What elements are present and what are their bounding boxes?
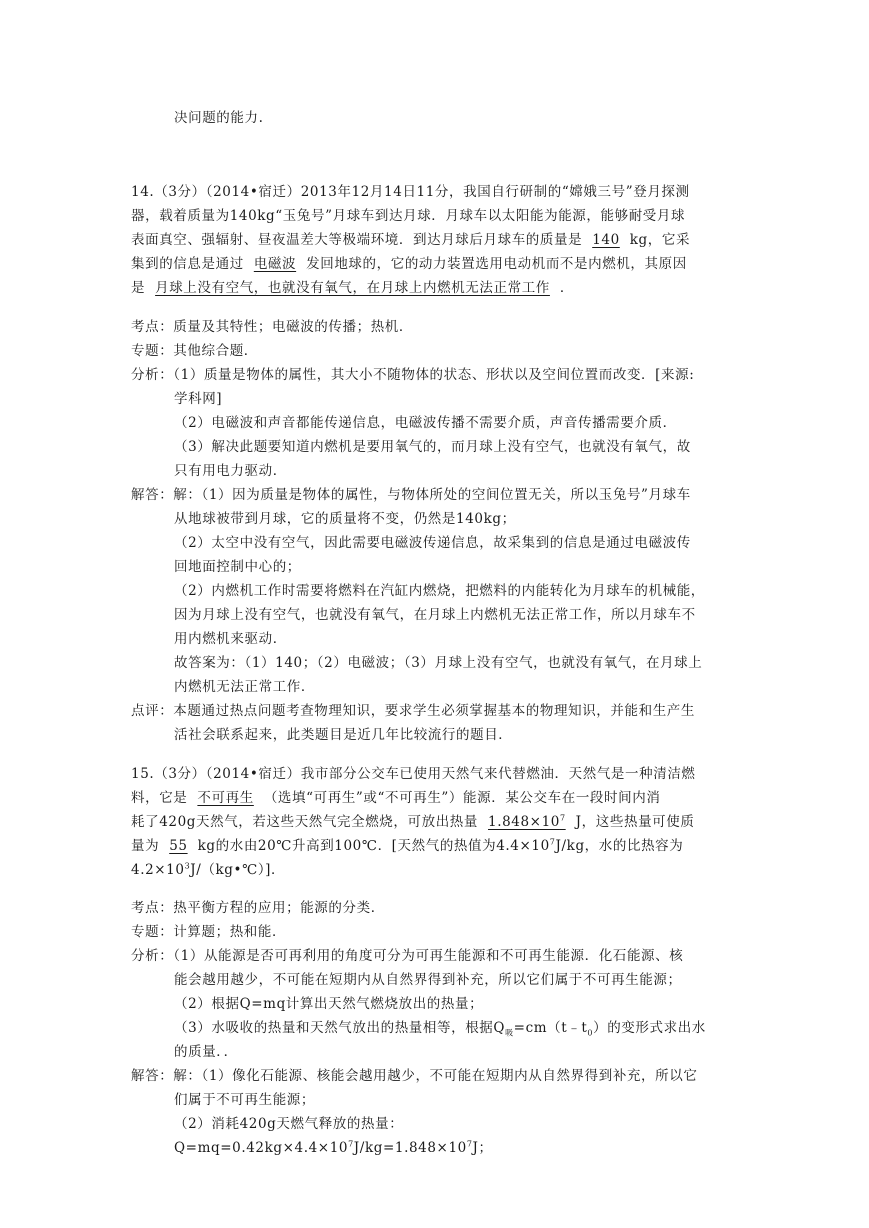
q14-fenxi-1: 分析：（1）质量是物体的属性，其大小不随物体的状态、形状以及空间位置而改变．[来源: [131,367,695,383]
q15-stem-line3: 耗了420g天然气，若这些天然气完全燃烧，可放出热量 $1.848\times 10^7$ J，这些热量可使质 [131,813,695,830]
q15-fenxi-3: （3）水吸收的热量和天然气放出的热量相等，根据$Q_吸=cm(t﹣t_0)$的变形式求出水 [174,1020,706,1038]
q14-final-answer: 故答案为：（1）140；（2）电磁波；（3）月球上没有空气，也就没有氧气，在月球上 [174,655,703,671]
intro-tail-text: 决问题的能力. [174,110,264,126]
q15-stem-line1: 15.（3分）（2014•宿迁）我市部分公交车已使用天然气来代替燃油．天然气是一种清洁燃 [131,766,696,782]
q15-fenxi-2: （2）根据Q=mq计算出天然气燃烧放出的热量； [174,996,484,1012]
q15-answer-blank-3: 55 [169,838,188,854]
q14-kaodian: 考点：质量及其特性；电磁波的传播；热机． [131,319,413,335]
q14-jieda-1b: 从地球被带到月球，它的质量将不变，仍然是140kg； [174,511,516,527]
q14-dianping: 点评：本题通过热点问题考查物理知识，要求学生必须掌握基本的物理知识，并能和生产生 [131,703,695,719]
q15-jieda-1b: 们属于不可再生能源； [174,1092,315,1108]
q14-answer-blank-1: 140 [592,232,620,248]
q14-dianping-b: 活社会联系起来，此类题目是近几年比较流行的题目． [174,727,513,743]
q15-stem-line2: 料，它是 不可再生 （选填“可再生”或“不可再生”）能源．某公交车在一段时间内消 [131,790,661,806]
q14-jieda-3b: 因为月球上没有空气，也就没有氧气，在月球上内燃机无法正常工作，所以月球车不 [174,607,696,623]
q14-fenxi-2: （2）电磁波和声音都能传递信息，电磁波传播不需要介质，声音传播需要介质． [174,415,677,431]
q15-kaodian: 考点：热平衡方程的应用；能源的分类． [131,900,385,916]
q15-fenxi-1: 分析：（1）从能源是否可再利用的角度可分为可再生能源和不可再生能源．化石能源、核 [131,948,684,964]
q15-zhuanti: 专题：计算题；热和能． [131,924,287,940]
q14-answer-blank-3: 月球上没有空气，也就没有氧气，在月球上内燃机无法正常工作 [155,280,550,296]
q15-stem-line5: $4.2\times 10^3J/(kg•℃)$]． [131,861,286,878]
q14-stem-line5: 是 月球上没有空气，也就没有氧气，在月球上内燃机无法正常工作 ． [131,280,575,296]
q15-answer-blank-1: 不可再生 [197,790,254,806]
q14-stem-line4: 集到的信息是通过 电磁波 发回地球的，它的动力装置选用电动机而不是内燃机，其原因 [131,256,687,272]
q14-stem-line3: 表面真空、强辐射、昼夜温差大等极端环境．到达月球后月球车的质量是 140 kg，它采 [131,232,691,248]
q14-stem-line1: 14.（3分）（2014•宿迁）2013年12月14日11分，我国自行研制的“嫦娥三号”登月探测 [131,184,690,200]
q15-formula-line: $Q=mq=0.42kg\times 4.4\times 10^7J/kg=1.848\times 10^7J$； [174,1139,493,1156]
q14-jieda-1: 解答：解：（1）因为质量是物体的属性，与物体所处的空间位置无关，所以玉兔号”月球车 [131,487,691,503]
q14-zhuanti: 专题：其他综合题． [131,343,258,359]
q14-fenxi-1b: 学科网] [174,391,223,407]
q15-jieda-2: （2）消耗420g天燃气释放的热量： [174,1116,404,1132]
q14-fenxi-3: （3）解决此题要知道内燃机是要用氧气的，而月球上没有空气，也就没有氧气，故 [174,439,691,455]
q14-final-answer-b: 内燃机无法正常工作． [174,679,315,695]
q14-answer-blank-2: 电磁波 [253,256,297,272]
q14-jieda-3: （2）内燃机工作时需要将燃料在汽缸内燃烧，把燃料的内能转化为月球车的机械能， [174,583,705,599]
q15-fenxi-3d: 的质量．． [174,1044,238,1060]
q14-jieda-2b: 回地面控制中心的； [174,559,301,575]
q14-jieda-2: （2）太空中没有空气，因此需要电磁波传递信息，故采集到的信息是通过电磁波传 [174,535,691,551]
q15-fenxi-1b: 能会越用越少，不可能在短期内从自然界得到补充，所以它们属于不可再生能源； [174,972,682,988]
q15-jieda-1: 解答：解：（1）像化石能源、核能会越用越少，不可能在短期内从自然界得到补充，所以它 [131,1068,698,1084]
q15-answer-blank-2: $1.848\times 10^7$ [488,813,566,830]
q14-jieda-3c: 用内燃机来驱动． [174,631,287,647]
q14-fenxi-3b: 只有用电力驱动． [174,463,287,479]
q14-stem-line2: 器，载着质量为140kg“玉兔号”月球车到达月球．月球车以太阳能为能源，能够耐受月球 [131,208,686,224]
q15-stem-line4: 量为 55 kg的水由20℃升高到100℃．[天然气的热值为$4.4\times 10^7J/kg$，水的比热容为 [131,837,684,854]
